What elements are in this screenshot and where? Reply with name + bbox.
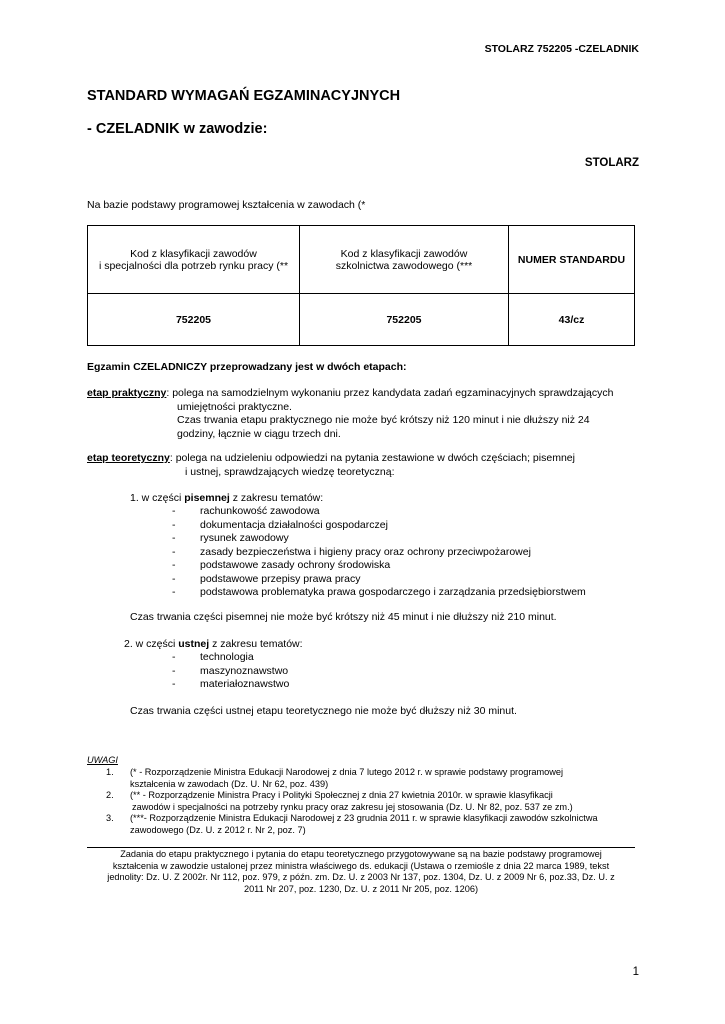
list-item: - rachunkowość zawodowa: [172, 505, 320, 517]
header-cell-occupation-code: Kod z klasyfikacji zawodów i specjalności dla potrzeb rynku pracy (**: [88, 226, 300, 294]
list-item: - podstawowe przepisy prawa pracy: [172, 572, 361, 585]
exam-intro: Egzamin CZELADNICZY przeprowadzany jest w dwóch etapach:: [87, 361, 407, 373]
document-title: STANDARD WYMAGAŃ EGZAMINACYJNYCH: [87, 88, 401, 104]
header-cell-school-code: Kod z klasyfikacji zawodów szkolnictwa zawodowego (***: [300, 226, 509, 294]
notes-list: [106, 767, 646, 837]
list-item: - zasady bezpieczeństwa i higieny pracy oraz ochrony przeciwpożarowej: [172, 545, 531, 558]
list-item: - dokumentacja działalności gospodarczej: [172, 518, 388, 531]
list-item: - podstawowe zasady ochrony środowiska: [172, 559, 391, 571]
theory-label: etap teoretyczny: [87, 452, 170, 464]
written-topics-list: [172, 505, 586, 600]
practical-label: etap praktyczny: [87, 387, 167, 399]
header-cell-standard-number: NUMER STANDARDU: [509, 226, 635, 294]
oral-part-heading: 2. w części ustnej z zakresu tematów:: [124, 638, 303, 650]
value-cell-occupation-code: 752205: [88, 294, 300, 346]
footer-divider: [87, 847, 635, 848]
theory-stage: etap teoretyczny: polega na udzieleniu odpowiedzi na pytania zestawione w dwóch częściach; pisemnej i ustnej, sprawdzających wiedzę teoretyczną:: [87, 452, 575, 478]
list-item: 1. (* - Rozporządzenie Ministra Edukacji Narodowej z dnia 7 lutego 2012 r. w sprawie podstawy programowej kształcenia w zawodach (Dz. U. Nr 62, poz. 439): [106, 767, 564, 789]
oral-topics-list: [172, 651, 289, 692]
value-cell-standard-number: 43/cz: [509, 294, 635, 346]
trade-name: STOLARZ: [584, 157, 639, 169]
list-item: - podstawowa problematyka prawa gospodarczego i zarządzania przedsiębiorstwem: [172, 586, 586, 598]
written-time: Czas trwania części pisemnej nie może być krótszy niż 45 minut i nie dłuższy niż 210 minut.: [130, 611, 557, 623]
notes-title: UWAGI: [87, 755, 118, 765]
running-header: STOLARZ 752205 -CZELADNIK: [484, 43, 639, 55]
list-item: 2. (** - Rozporządzenie Ministra Pracy i Polityki Społecznej z dnia 27 kwietnia 2010r. w sprawie klasyfikacji zawodów i specjalności na potrzeby rynku pracy oraz zakresu jej stosowania (Dz. U. Nr 82, poz. 537 ze zm.): [106, 790, 573, 812]
written-part-heading: 1. w części pisemnej z zakresu tematów:: [130, 492, 324, 504]
footer-text: Zadania do etapu praktycznego i pytania do etapu teoretycznego przygotowywane są na bazie podstawy programowej kształcenia w zawodzie ustalonej przez ministra właściwego ds. edukacji (Ustawa o rzemiośle z dnia 22 marca 1989, tekst jednolity: Dz. U. Z 2002r. Nr 112, poz. 979, z późn. zm. Dz. U. z 2003 Nr 137, poz. 1304, Dz. U. z 2009 Nr 6, poz.33, Dz. U. z 2011 Nr 207, poz. 1230, Dz. U. z 2011 Nr 205, poz. 1206): [107, 849, 615, 894]
list-item: - rysunek zawodowy: [172, 532, 289, 544]
list-item: - technologia: [172, 651, 254, 663]
practical-stage: etap praktyczny: polega na samodzielnym wykonaniu przez kandydata zadań egzaminacyjnych sprawdzających umiejętności praktyczne. Czas trwania etapu praktycznego nie może być krótszy niż 120 minut i nie dłuższy niż 24 godziny, łącznie w ciągu trzech dni.: [87, 387, 614, 440]
page-number: 1: [632, 966, 639, 978]
document-subtitle: - CZELADNIK w zawodzie:: [87, 121, 268, 137]
value-cell-school-code: 752205: [300, 294, 509, 346]
list-item: 3. (***- Rozporządzenie Ministra Edukacji Narodowej z 23 grudnia 2011 r. w sprawie klasyfikacji zawodów szkolnictwa zawodowego (Dz. U. z 2012 r. Nr 2, poz. 7): [106, 813, 598, 835]
basis-text: Na bazie podstawy programowej kształcenia w zawodach (*: [87, 199, 366, 211]
standard-table: [87, 225, 635, 346]
list-item: - maszynoznawstwo: [172, 664, 289, 677]
list-item: - materiałoznawstwo: [172, 678, 290, 690]
oral-time: Czas trwania części ustnej etapu teoretycznego nie może być dłuższy niż 30 minut.: [130, 705, 517, 717]
